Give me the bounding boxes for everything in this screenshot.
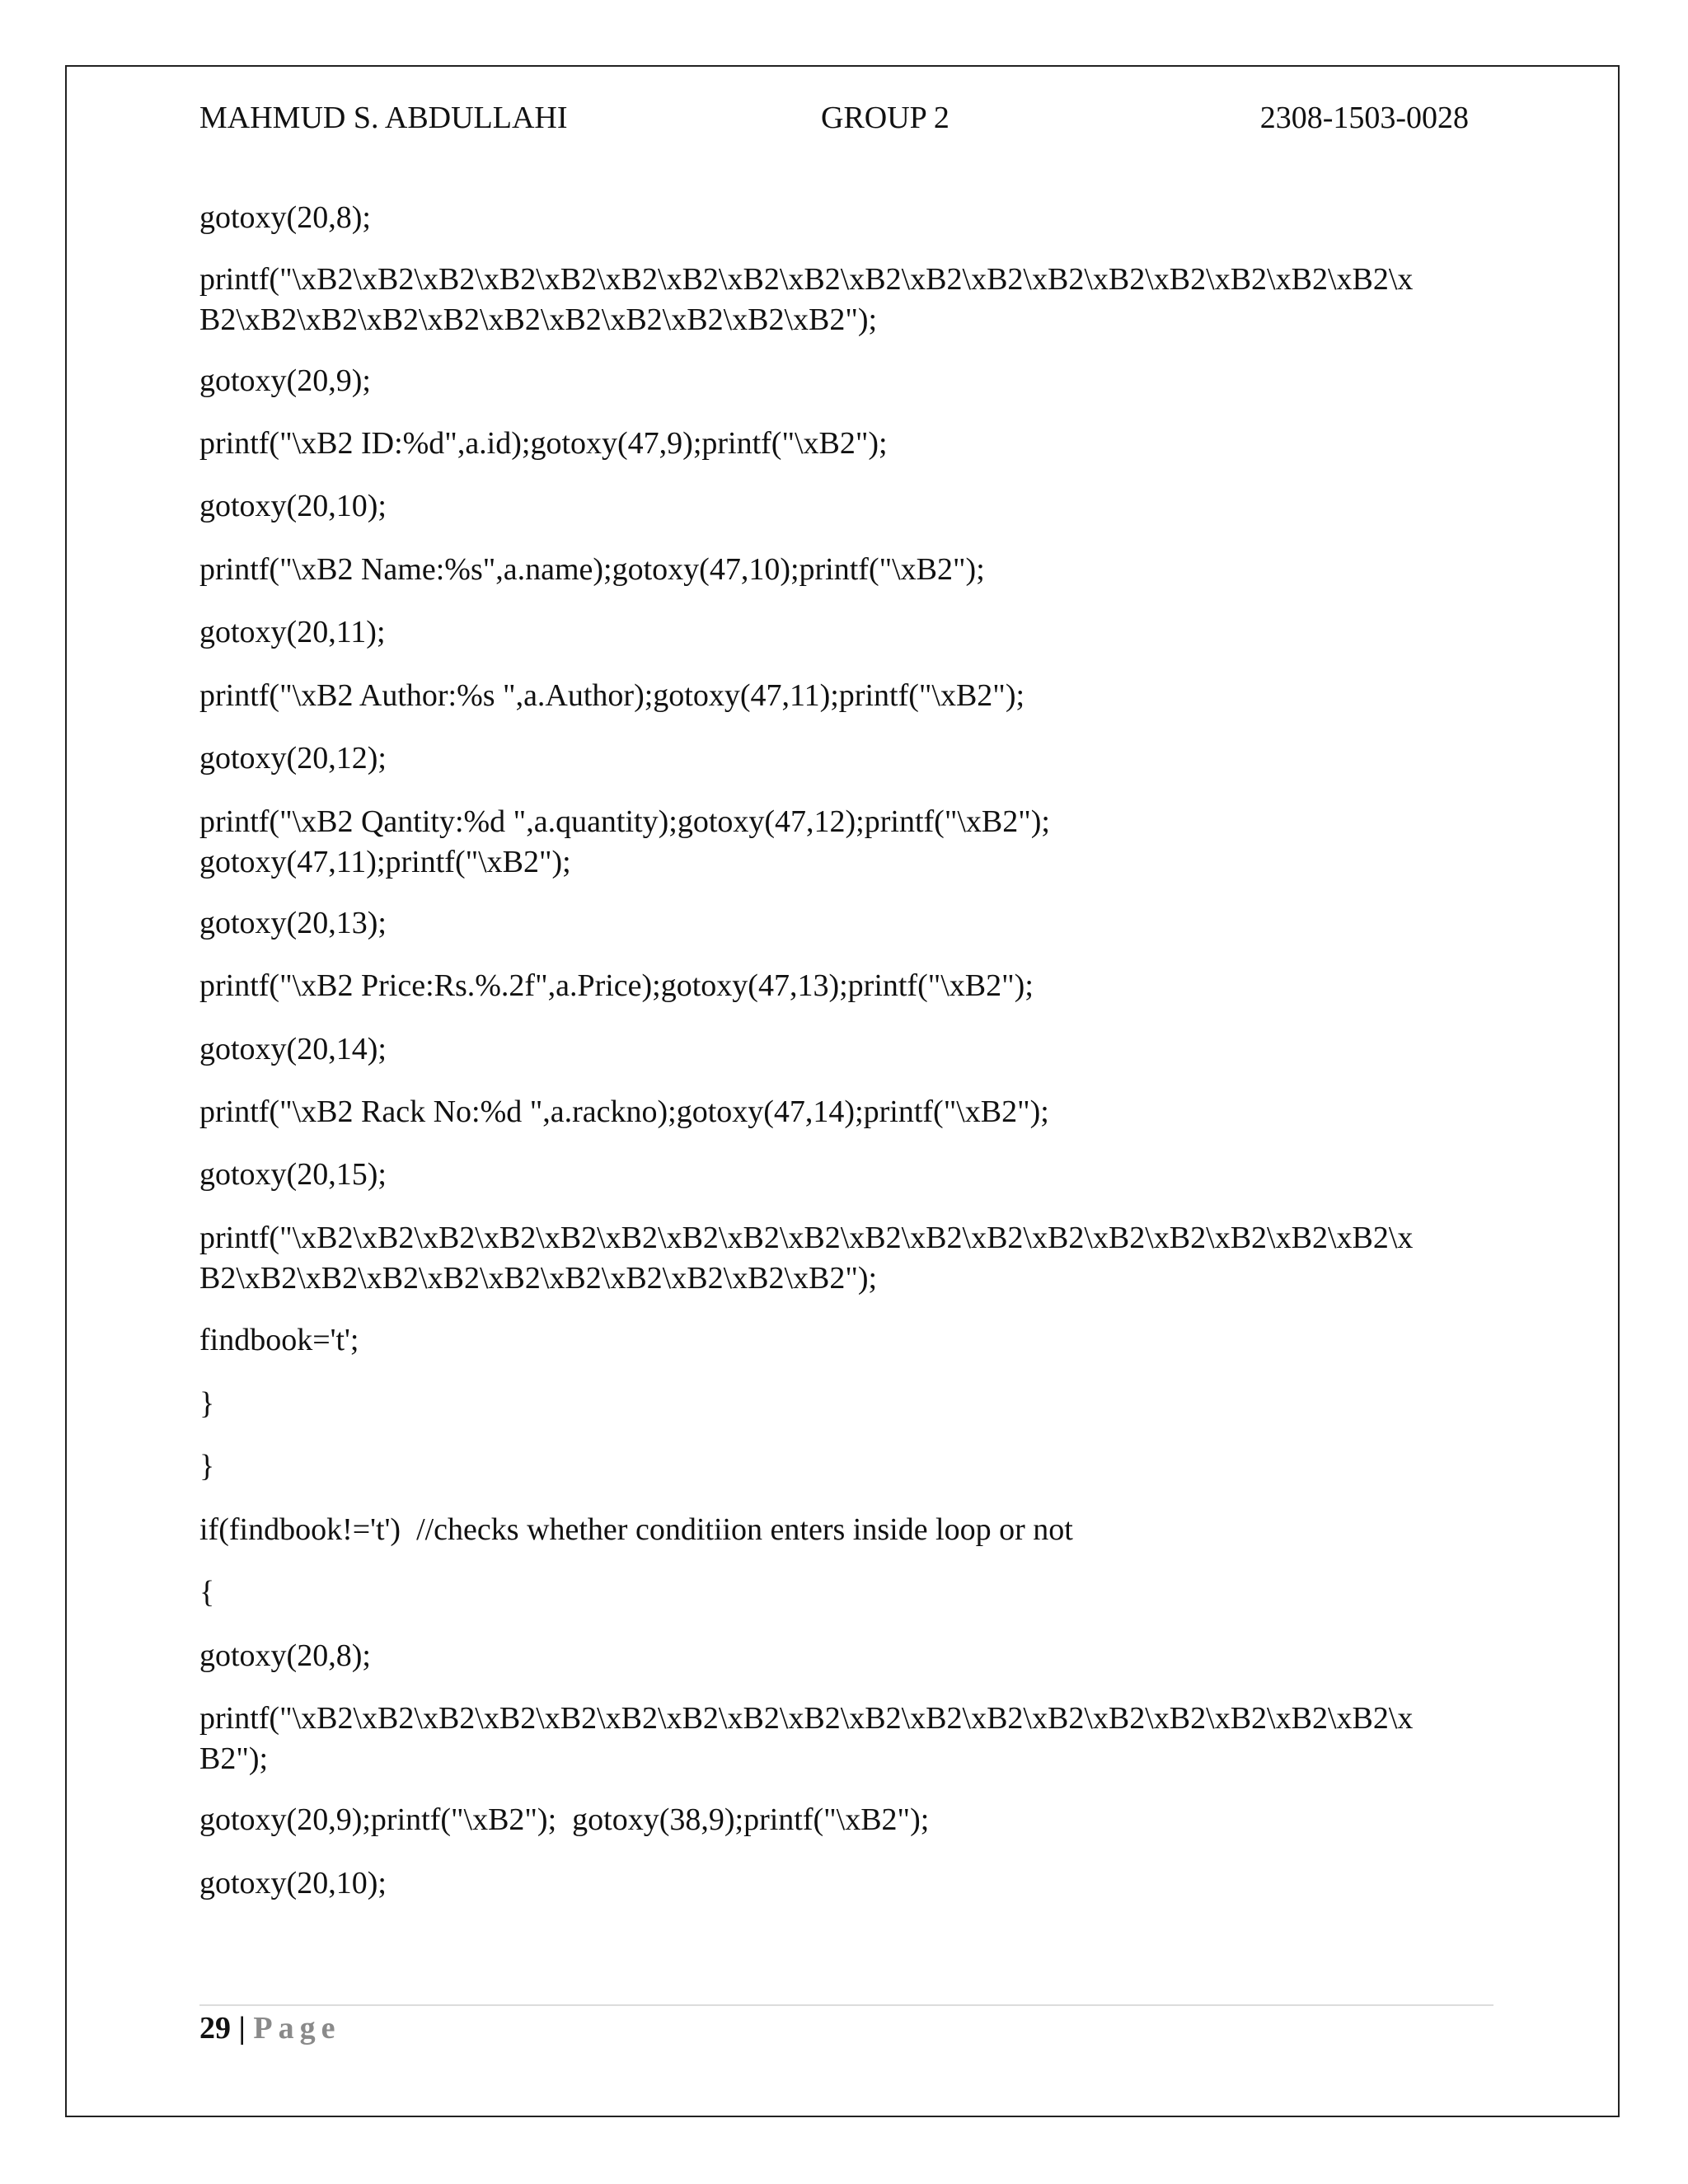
code-line: printf("\xB2 ID:%d",a.id);gotoxy(47,9);printf("\xB2"); xyxy=(199,426,888,461)
code-line: } xyxy=(199,1386,215,1421)
code-line: gotoxy(20,10); xyxy=(199,489,387,523)
code-line: } xyxy=(199,1449,215,1483)
code-line: { xyxy=(199,1575,215,1610)
code-line: findbook='t'; xyxy=(199,1323,359,1357)
code-line: printf("\xB2 Price:Rs.%.2f",a.Price);gotoxy(47,13);printf("\xB2"); xyxy=(199,968,1034,1003)
page-number: 29 xyxy=(199,2011,231,2046)
code-line: printf("\xB2 Name:%s",a.name);gotoxy(47,10);printf("\xB2"); xyxy=(199,552,985,587)
code-line: printf("\xB2\xB2\xB2\xB2\xB2\xB2\xB2\xB2\xB2\xB2\xB2\xB2\xB2\xB2\xB2\xB2\xB2\xB2\x B2\xB2\xB2\xB2\xB2\xB2\xB2\xB2\xB2\xB2\xB2"); xyxy=(199,1221,1414,1296)
code-line: gotoxy(20,8); xyxy=(199,1638,371,1673)
code-line: if(findbook!='t') //checks whether conditiion enters inside loop or not xyxy=(199,1512,1073,1547)
page-label: Page xyxy=(253,2011,341,2046)
code-line: gotoxy(20,12); xyxy=(199,741,387,776)
page-footer xyxy=(199,2008,340,2049)
group-label: GROUP 2 xyxy=(821,101,950,135)
code-line: printf("\xB2\xB2\xB2\xB2\xB2\xB2\xB2\xB2\xB2\xB2\xB2\xB2\xB2\xB2\xB2\xB2\xB2\xB2\x B2"); xyxy=(199,1701,1414,1776)
code-line: printf("\xB2\xB2\xB2\xB2\xB2\xB2\xB2\xB2\xB2\xB2\xB2\xB2\xB2\xB2\xB2\xB2\xB2\xB2\x B2\xB2\xB2\xB2\xB2\xB2\xB2\xB2\xB2\xB2\xB2"); xyxy=(199,262,1414,337)
code-line: gotoxy(20,15); xyxy=(199,1157,387,1192)
code-line: gotoxy(20,11); xyxy=(199,615,386,649)
code-line: gotoxy(20,13); xyxy=(199,906,387,940)
author-name: MAHMUD S. ABDULLAHI xyxy=(199,101,568,135)
footer-separator: | xyxy=(238,2011,246,2046)
code-line: gotoxy(20,14); xyxy=(199,1032,387,1066)
code-line: gotoxy(20,8); xyxy=(199,200,371,235)
code-line: printf("\xB2 Rack No:%d ",a.rackno);gotoxy(47,14);printf("\xB2"); xyxy=(199,1094,1049,1129)
code-line: printf("\xB2 Author:%s ",a.Author);gotoxy(47,11);printf("\xB2"); xyxy=(199,678,1025,713)
footer-divider xyxy=(199,2004,1493,2006)
code-line: printf("\xB2 Qantity:%d ",a.quantity);gotoxy(47,12);printf("\xB2"); gotoxy(47,11);printf("\xB2"); xyxy=(199,804,1050,879)
code-line: gotoxy(20,10); xyxy=(199,1866,387,1900)
student-id: 2308-1503-0028 xyxy=(1259,101,1469,135)
page-header xyxy=(199,97,1469,138)
code-line: gotoxy(20,9);printf("\xB2"); gotoxy(38,9);printf("\xB2"); xyxy=(199,1802,930,1837)
code-line: gotoxy(20,9); xyxy=(199,363,371,398)
